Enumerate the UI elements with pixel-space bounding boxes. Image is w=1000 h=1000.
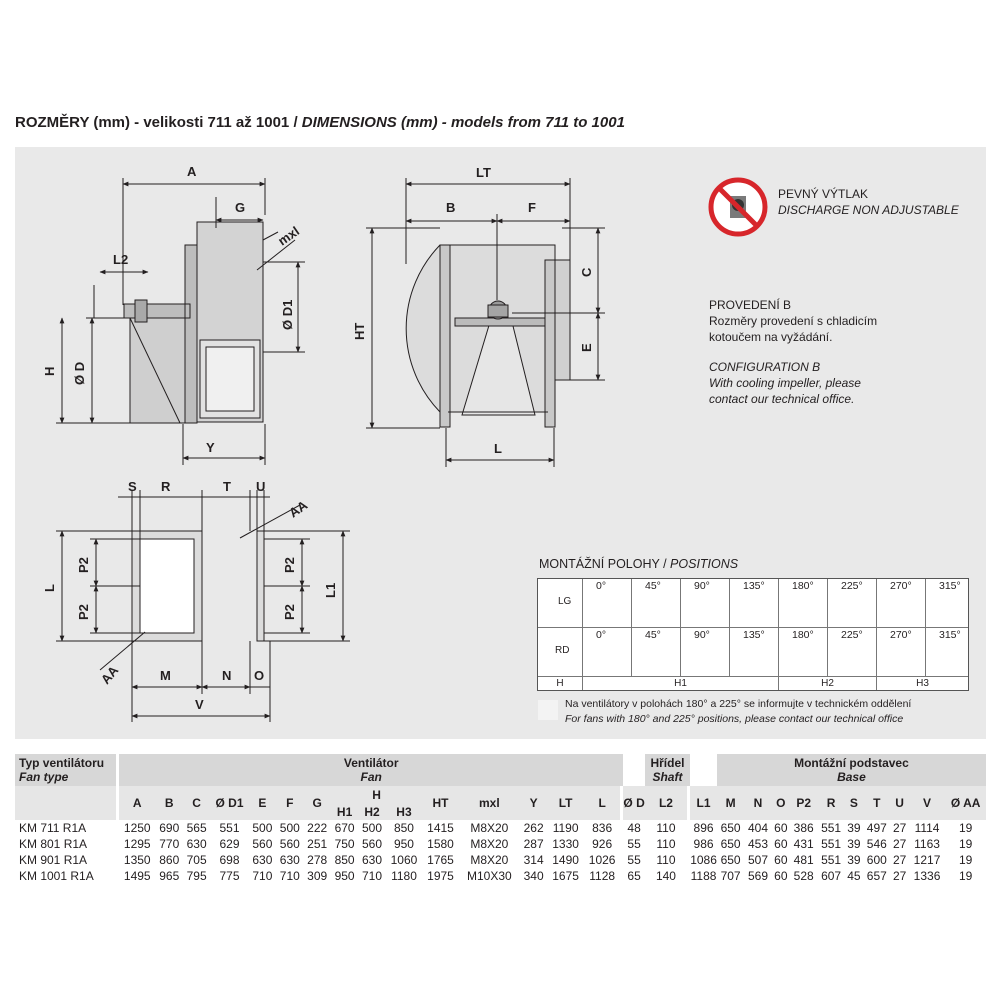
col-f: F	[276, 786, 303, 820]
col-lt: LT	[547, 786, 584, 820]
col-m: M	[717, 786, 744, 820]
pos-cell: 90°	[681, 579, 730, 628]
dim-n: N	[222, 668, 232, 683]
dim-aa-bottom: AA	[97, 662, 122, 687]
base-view	[132, 531, 264, 641]
col-d: Ø D	[623, 786, 644, 820]
col-mxl: mxl	[459, 786, 520, 820]
col-c: C	[183, 786, 210, 820]
dim-l1: L1	[323, 582, 338, 598]
table-row: KM 711 R1A 1250 690 565 551 500 500 222 670 500 850 1415 M8X20 262 1190 836 48 110 896 650 404 60 386 551 39 497 27 1114 19	[19, 821, 973, 835]
col-o: O	[772, 786, 790, 820]
dim-f: F	[528, 200, 536, 215]
page-title: ROZMĚRY (mm) - velikosti 711 až 1001 / DIMENSIONS (mm) - models from 711 to 1001	[15, 114, 625, 131]
dim-v: V	[195, 697, 204, 712]
positions-title: MONTÁŽNÍ POLOHY / POSITIONS	[539, 557, 739, 571]
pos-cell: 270°	[877, 628, 926, 677]
config-note-cz: PROVEDENÍ B Rozměry provedení s chladicím kotoučem na vyžádání.	[709, 298, 878, 344]
dim-aa-top: AA	[286, 497, 311, 521]
dim-g: G	[235, 200, 246, 215]
dim-l: L	[494, 441, 502, 456]
col-u: U	[890, 786, 908, 820]
dim-m: M	[160, 668, 171, 683]
dim-d1: Ø D1	[280, 299, 295, 330]
config-note-en: CONFIGURATION B With cooling impeller, please contact our technical office.	[709, 360, 861, 406]
pos-cell: 135°	[730, 628, 779, 677]
dim-t: T	[223, 479, 231, 494]
dim-mxl: mxl	[275, 223, 303, 249]
dim-r: R	[161, 479, 171, 494]
dim-o: O	[254, 668, 265, 683]
col-r: R	[817, 786, 844, 820]
dim-base-l: L	[42, 584, 57, 592]
col-s: S	[845, 786, 863, 820]
pos-cell: 0°	[583, 628, 632, 677]
col-l2: L2	[645, 786, 687, 820]
pos-cell: 315°	[926, 628, 968, 677]
dim-y: Y	[206, 440, 215, 455]
pos-cell: 90°	[681, 628, 730, 677]
col-b: B	[156, 786, 183, 820]
pos-cell: 225°	[828, 628, 877, 677]
col-n: N	[744, 786, 771, 820]
pos-cell: 270°	[877, 579, 926, 628]
table-row: KM 1001 R1A 1495 965 795 775 710 710 309 950 710 1180 1975 M10X30 340 1675 1128 65 140 1188 707 569 60 528 607 45 657 27 1336 19	[19, 869, 973, 883]
dim-ht: HT	[352, 322, 367, 340]
group-h1: H1	[583, 677, 779, 690]
pos-cell: 315°	[926, 579, 968, 628]
dim-p2-left-bottom: P2	[76, 604, 91, 620]
col-h-group: H	[331, 786, 422, 803]
col-y: Y	[520, 786, 547, 820]
col-l: L	[584, 786, 621, 820]
dim-p2-right-bottom: P2	[282, 604, 297, 620]
dim-p2-left-top: P2	[76, 557, 91, 573]
col-d1: Ø D1	[210, 786, 248, 820]
table-row: KM 901 R1A 1350 860 705 698 630 630 278 850 630 1060 1765 M8X20 314 1490 1026 55 110 1086 650 507 60 481 551 39 600 27 1217 19	[19, 853, 973, 867]
dim-d: Ø D	[72, 361, 87, 385]
col-h3: H3	[386, 803, 423, 820]
col-fan-type: Typ ventilátoru Fan type	[15, 754, 116, 786]
dim-l2: L2	[113, 252, 129, 267]
table-row: KM 801 R1A 1295 770 630 629 560 560 251 750 560 950 1580 M8X20 287 1330 926 55 110 986 650 453 60 431 551 39 546 27 1163 19	[19, 837, 973, 851]
positions-grid	[537, 578, 969, 691]
pos-cell: 45°	[632, 579, 681, 628]
no-rotation-icon	[711, 180, 765, 234]
dim-lt: LT	[476, 165, 491, 180]
pos-cell: 0°	[583, 579, 632, 628]
pos-cell: 135°	[730, 579, 779, 628]
row-label-cell: LG	[538, 579, 583, 628]
group-h3: H3	[916, 678, 929, 689]
col-p2: P2	[790, 786, 817, 820]
dimensions-table	[15, 754, 986, 884]
col-aa: Ø AA	[945, 786, 986, 820]
dim-c: C	[579, 267, 594, 277]
col-h1: H1	[331, 803, 358, 820]
dim-h: H	[42, 366, 57, 376]
group-fan: Ventilátor Fan	[119, 754, 623, 786]
pos-cell: 225°	[828, 579, 877, 628]
discharge-note: PEVNÝ VÝTLAK DISCHARGE NON ADJUSTABLE	[778, 187, 959, 217]
row-label-cell: RD	[538, 628, 583, 677]
col-h2: H2	[358, 803, 385, 820]
dim-a: A	[187, 164, 197, 179]
col-ht: HT	[422, 786, 459, 820]
col-g: G	[303, 786, 330, 820]
front-view	[406, 245, 570, 427]
col-v: V	[909, 786, 946, 820]
group-shaft: Hřídel Shaft	[645, 754, 690, 786]
pos-cell: 180°	[779, 579, 828, 628]
dim-p2-right-top: P2	[282, 557, 297, 573]
positions-footnote: Na ventilátory v polohách 180° a 225° se informujte v technickém oddělení For fans with 180° and 225° positions, please contact our technical office	[565, 698, 912, 725]
highlight-swatch	[538, 700, 558, 720]
pos-cell: 180°	[779, 628, 828, 677]
group-h: H	[538, 677, 583, 690]
dim-e: E	[579, 343, 594, 352]
col-e: E	[249, 786, 276, 820]
col-a: A	[119, 786, 156, 820]
group-base: Montážní podstavec Base	[717, 754, 986, 786]
dim-b: B	[446, 200, 456, 215]
col-t: T	[863, 786, 890, 820]
group-h2: H2	[779, 677, 877, 690]
dim-s: S	[128, 479, 137, 494]
pos-cell: 45°	[632, 628, 681, 677]
dim-u: U	[256, 479, 266, 494]
col-l1: L1	[690, 786, 717, 820]
side-view	[124, 222, 278, 423]
